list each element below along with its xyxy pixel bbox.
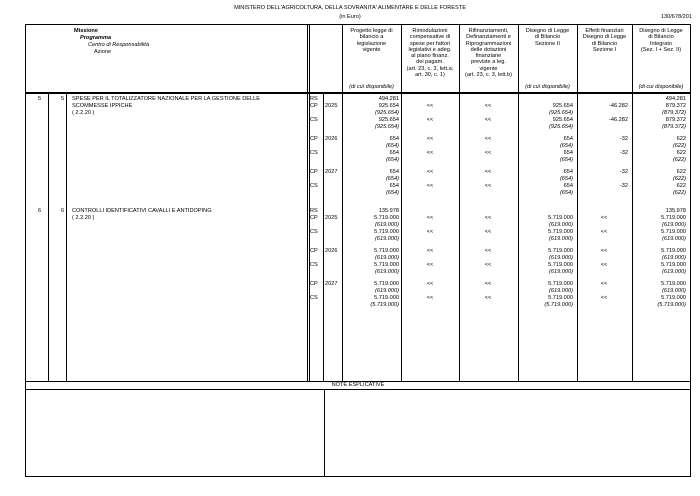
row-type-label: CS (310, 295, 318, 301)
row-type-label: CP (310, 136, 318, 142)
cell-value: 5.719.000 (548, 281, 573, 287)
cell-available-value: (654) (559, 143, 573, 149)
cell-no-change: << (484, 169, 492, 175)
column-header-2 (401, 28, 459, 78)
notes-title: NOTE ESPLICATIVE (331, 382, 385, 388)
cell-no-change: << (600, 215, 608, 221)
currency-note: (in Euro) (339, 14, 361, 20)
column-header-line: Sezione II (535, 40, 560, 47)
cell-value: 135.978 (665, 208, 686, 214)
cell-value: 5.719.000 (548, 229, 573, 235)
cell-no-change: << (426, 117, 434, 123)
cell-available-value: (925.654) (375, 124, 399, 130)
row-type-label: CP (310, 103, 318, 109)
cell-value: -46.282 (609, 103, 628, 109)
column-header-line: Sezione I (592, 46, 617, 53)
cell-value: -46.282 (609, 117, 628, 123)
cell-value: 135.978 (378, 208, 399, 214)
cell-available-value: (654) (559, 176, 573, 182)
row-type-label: CP (310, 215, 318, 221)
cell-no-change: << (600, 229, 608, 235)
cell-no-change: << (426, 150, 434, 156)
cell-available-value: (654) (385, 157, 399, 163)
cell-available-value: (619.000) (375, 269, 399, 275)
column-header-footnote: (di cui disponibile) (525, 84, 570, 90)
cell-no-change: << (426, 248, 434, 254)
column-header-line: di Bilancio (591, 40, 618, 47)
cell-available-value: (619.000) (662, 255, 686, 261)
cell-available-value: (654) (385, 143, 399, 149)
column-header-line: art. 30, c. 1) (415, 72, 445, 79)
column-header-line: previste a leg. (471, 59, 506, 66)
header-programma: Programma (80, 35, 112, 41)
column-header-line: vigente (479, 65, 498, 72)
cell-available-value: (619.000) (375, 222, 399, 228)
column-header-line: Disegno di Legge (525, 28, 570, 34)
row-type-label: RS (310, 96, 318, 102)
cell-value: 925.654 (552, 103, 573, 109)
row-type-label: CS (310, 117, 318, 123)
cell-value: 5.719.000 (374, 215, 399, 221)
cell-no-change: << (600, 262, 608, 268)
entry-description-line: SPESE PER IL TOTALIZZATORE NAZIONALE PER LA GESTIONE DELLE (72, 96, 260, 102)
row-type-label: CS (310, 229, 318, 235)
cell-available-value: (619.000) (662, 288, 686, 294)
cell-value: 622 (676, 136, 686, 142)
cell-no-change: << (484, 248, 492, 254)
cell-value: 654 (563, 150, 573, 156)
entry-description-line: ( 2.2.20 ) (72, 215, 95, 221)
cell-value: 5.719.000 (374, 248, 399, 254)
cell-no-change: << (426, 262, 434, 268)
cell-available-value: (654) (559, 157, 573, 163)
cell-value: 5.719.000 (374, 229, 399, 235)
cell-available-value: (622) (672, 143, 686, 149)
cell-available-value: (619.000) (662, 236, 686, 242)
cell-available-value: (619.000) (549, 255, 573, 261)
column-header-6 (632, 28, 690, 53)
header-centro-responsabilita: Centro di Responsabilità (88, 42, 149, 48)
cell-value: 5.719.000 (661, 248, 686, 254)
cell-value: 5.719.000 (661, 295, 686, 301)
cell-value: -32 (619, 183, 628, 189)
column-header-line: dei pagam. (416, 59, 444, 66)
cell-value: 622 (676, 150, 686, 156)
cell-value: 654 (389, 169, 399, 175)
column-header-3 (459, 28, 518, 78)
cell-value: 622 (676, 183, 686, 189)
entry-description-line: CONTROLLI IDENTIFICATIVI CAVALLI E ANTIDOPING (72, 208, 212, 214)
cell-available-value: (619.000) (662, 269, 686, 275)
row-year: 2026 (325, 248, 338, 254)
row-type-label: CP (310, 248, 318, 254)
cell-value: 5.719.000 (661, 281, 686, 287)
cell-no-change: << (484, 136, 492, 142)
cell-value: 879.372 (665, 117, 686, 123)
cell-no-change: << (426, 229, 434, 235)
column-header-line: vigente (362, 46, 381, 53)
column-header-line: (art. 23, c. 3, lett.a; (406, 65, 454, 72)
column-header-line: Disegno di Legge (639, 28, 683, 34)
column-header-line: compensative di (409, 34, 451, 41)
cell-no-change: << (484, 281, 492, 287)
cell-available-value: (5.719.000) (544, 302, 573, 308)
notes-left-cell (26, 390, 324, 476)
cell-value: 5.719.000 (374, 262, 399, 268)
cell-value: 5.719.000 (661, 262, 686, 268)
column-header-line: Effetti finanziari (585, 28, 624, 34)
cell-available-value: (5.719.000) (370, 302, 399, 308)
column-header-line: Riprogrammazioni (465, 40, 512, 47)
column-header-footnote: (di cui disponibile) (638, 84, 684, 90)
cell-available-value: (619.000) (549, 288, 573, 294)
row-type-label: CP (310, 169, 318, 175)
row-type-label: CS (310, 262, 318, 268)
cell-value: 494.281 (665, 96, 686, 102)
cell-value: 5.719.000 (661, 215, 686, 221)
cell-available-value: (619.000) (375, 288, 399, 294)
cell-value: 5.719.000 (374, 295, 399, 301)
cell-value: 5.719.000 (374, 281, 399, 287)
cell-available-value: (654) (385, 176, 399, 182)
missione-number: 5 (38, 96, 42, 102)
column-header-line: Progetto legge di (350, 28, 393, 34)
row-year: 2026 (325, 136, 338, 142)
cell-value: 925.654 (378, 103, 399, 109)
cell-no-change: << (426, 281, 434, 287)
cell-available-value: (925.654) (375, 110, 399, 116)
column-header-footnote: (di cui disponibile) (349, 84, 394, 90)
column-header-line: spese per fattori (409, 40, 451, 47)
cell-no-change: << (484, 262, 492, 268)
cell-no-change: << (484, 150, 492, 156)
column-header-line: Integrato (649, 40, 673, 47)
column-header-line: Definanziamenti e (466, 34, 511, 41)
cell-available-value: (619.000) (375, 236, 399, 242)
cell-available-value: (879.372) (662, 110, 686, 116)
cell-no-change: << (426, 169, 434, 175)
cell-available-value: (654) (559, 190, 573, 196)
cell-value: 654 (563, 183, 573, 189)
cell-no-change: << (484, 103, 492, 109)
page-reference: 130/678/201 (660, 14, 692, 20)
cell-value: 5.719.000 (548, 215, 573, 221)
cell-no-change: << (426, 295, 434, 301)
cell-value: -32 (619, 150, 628, 156)
entry-description-line (72, 103, 132, 109)
cell-available-value: (622) (672, 190, 686, 196)
cell-value: 654 (563, 169, 573, 175)
cell-available-value: (619.000) (375, 255, 399, 261)
cell-available-value: (622) (672, 176, 686, 182)
cell-no-change: << (484, 117, 492, 123)
cell-no-change: << (600, 248, 608, 254)
cell-value: 5.719.000 (661, 229, 686, 235)
cell-no-change: << (426, 215, 434, 221)
cell-no-change: << (600, 295, 608, 301)
notes-right-cell (325, 390, 690, 476)
cell-no-change: << (484, 183, 492, 189)
column-header-line: di Bilancio (648, 34, 674, 41)
cell-value: 494.281 (378, 96, 399, 102)
column-header-line: legislativi e adeg. (408, 46, 452, 53)
cell-value: 622 (676, 169, 686, 175)
cell-value: 654 (389, 136, 399, 142)
header-missione: Missione (74, 28, 98, 34)
cell-no-change: << (484, 215, 492, 221)
cell-value: 879.372 (665, 103, 686, 109)
cell-no-change: << (484, 295, 492, 301)
cell-no-change: << (426, 136, 434, 142)
cell-value: 5.719.000 (548, 248, 573, 254)
column-header-1 (342, 28, 401, 53)
cell-value: 654 (563, 136, 573, 142)
cell-available-value: (622) (672, 157, 686, 163)
cell-available-value: (925.654) (549, 124, 573, 130)
column-header-line: finanziarie (475, 53, 502, 60)
entry-description-text: SCOMMESSE IPPICHE (72, 103, 133, 109)
missione-number: 6 (38, 208, 42, 214)
column-header-line: Rimodulazioni (412, 28, 448, 34)
cell-value: 654 (389, 150, 399, 156)
column-header-line: Disegno di Legge (582, 34, 627, 41)
cell-available-value: (619.000) (662, 222, 686, 228)
column-header-line: bilancio a (359, 34, 384, 41)
column-header-line: legislazione (356, 40, 387, 47)
cell-available-value: (619.000) (549, 269, 573, 275)
programma-number: 5 (61, 96, 65, 102)
row-type-label: CP (310, 281, 318, 287)
cell-value: 5.719.000 (548, 295, 573, 301)
cell-available-value: (654) (385, 190, 399, 196)
cell-no-change: << (600, 281, 608, 287)
column-header-line: Rifinanziamenti, (468, 28, 509, 34)
row-type-label: CS (310, 183, 318, 189)
programma-number: 6 (61, 208, 65, 214)
column-header-line: delle dotazioni (470, 46, 507, 53)
cell-no-change: << (426, 103, 434, 109)
cell-value: 5.719.000 (548, 262, 573, 268)
column-header-line: (art. 23, c. 3, lett.b) (465, 72, 512, 79)
cell-no-change: << (426, 183, 434, 189)
page-title: MINISTERO DELL'AGRICOLTURA, DELLA SOVRANITA' ALIMENTARE E DELLE FORESTE (234, 5, 466, 11)
cell-value: 654 (389, 183, 399, 189)
entry-description-line: ( 2.2.20 ) (72, 110, 95, 116)
row-year: 2025 (325, 103, 338, 109)
row-year: 2027 (325, 281, 338, 287)
row-type-label: RS (310, 208, 318, 214)
cell-value: -32 (619, 136, 628, 142)
row-year: 2025 (325, 215, 338, 221)
column-header-5 (577, 28, 632, 53)
cell-available-value: (925.654) (549, 110, 573, 116)
row-type-label: CS (310, 150, 318, 156)
column-header-line: al piano finanz. (411, 53, 449, 60)
column-header-4 (518, 28, 577, 47)
row-year: 2027 (325, 169, 338, 175)
header-azione: Azione (94, 49, 112, 55)
cell-no-change: << (484, 229, 492, 235)
cell-available-value: (5.719.000) (657, 302, 686, 308)
cell-available-value: (879.372) (662, 124, 686, 130)
column-header-line: (Sez. I + Sez. II) (640, 46, 682, 53)
cell-value: -32 (619, 169, 628, 175)
cell-value: 925.654 (552, 117, 573, 123)
cell-value: 925.654 (378, 117, 399, 123)
column-header-line: di Bilancio (534, 34, 561, 41)
cell-available-value: (619.000) (549, 236, 573, 242)
cell-available-value: (619.000) (549, 222, 573, 228)
